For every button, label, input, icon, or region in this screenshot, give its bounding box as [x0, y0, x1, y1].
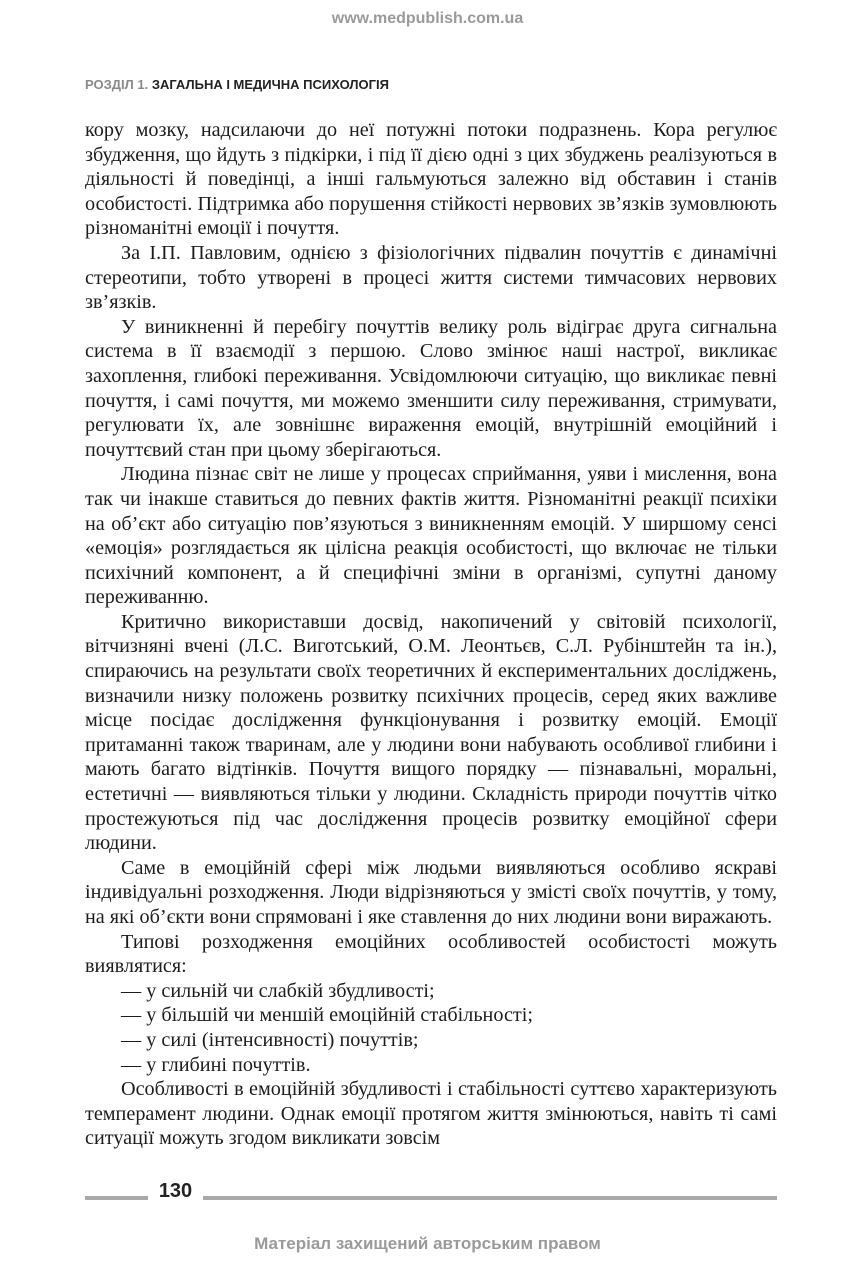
paragraph: Саме в емоційній сфері між людьми виявляються особливо яскраві індивідуальні розходження. Люди відрізняються у змісті своїх почуттів, у тому, на які об’єкти вони спрямовані і яке ставлення до них людини вони виражають.: [85, 856, 777, 928]
copyright-notice: Матеріал захищений авторським правом: [254, 1234, 601, 1253]
section-label: РОЗДІЛ 1.: [85, 77, 149, 92]
footer-rule-left: [85, 1196, 148, 1200]
paragraph: У виникненні й перебігу почуттів велику роль відіграє друга сигнальна система в її взаємодії з першою. Слово змінює наші настрої, викликає захоплення, глибокі переживання. Усвідомлюючи ситуацію, що викликає певні почуття, і самі почуття, ми можемо зменшити силу переживання, стримувати, регулювати їх, але зовнішнє вираження емоцій, внутрішній емоційний і почуттєвий стан при цьому зберігаються.: [85, 315, 777, 461]
paragraph: За І.П. Павловим, однією з фізіологічних підвалин почуттів є динамічні стереотипи, тобто утворені в процесі життя системи тимчасових нервових зв’язків.: [85, 241, 777, 314]
list-item: — у глибині почуттів.: [121, 1053, 311, 1076]
section-title: ЗАГАЛЬНА І МЕДИЧНА ПСИХОЛОГІЯ: [151, 77, 389, 92]
paragraph: Людина пізнає світ не лише у процесах сприймання, уяви і мислення, вона так чи інакше ставиться до певних фактів життя. Різноманітні реакції психіки на об’єкт або ситуацію пов’язуються з виникненням емоцій. У ширшому сенсі «емоція» розглядається як цілісна реакція особистості, що включає не тільки психічний компонент, а й специфічні зміни в організмі, супутні даному переживанню.: [85, 463, 777, 609]
paragraph: Особливості в емоційній збудливості і стабільності суттєво характеризують темперамент людини. Однак емоції протягом життя змінюються, навіть ті самі ситуації можуть згодом викликати зовсім: [85, 1078, 777, 1150]
section-header: [85, 77, 389, 92]
list-item: — у більшій чи меншій емоційній стабільності;: [121, 1004, 533, 1027]
page-number: 130: [158, 1180, 193, 1202]
emotional-differences-list: [85, 979, 777, 1077]
body-text: [85, 118, 777, 1151]
list-item: — у силі (інтенсивності) почуттів;: [121, 1028, 419, 1051]
footer-rule-right: [203, 1196, 777, 1200]
list-item: — у сильній чи слабкій збудливості;: [121, 979, 435, 1002]
paragraph: Типові розходження емоційних особливостей особистості можуть виявлятися:: [85, 930, 777, 978]
paragraph: Критично використавши досвід, накопичений у світовій психології, вітчизняні вчені (Л.С. Виготський, О.М. Леонтьєв, С.Л. Рубінштейн та ін.), спираючись на результати своїх теоретичних й експериментальних досліджень, визначили низку положень розвитку психічних процесів, серед яких важливе місце посідає дослідження функціонування і розвитку емоцій. Емоції притаманні також тваринам, але у людини вони набувають особливої глибини і мають багато відтінків. Почуття вищого порядку — пізнавальні, моральні, естетичні — виявляються тільки у людини. Складність природи почуттів чітко простежуються під час дослідження процесів розвитку емоційної сфери людини.: [85, 610, 777, 855]
paragraph: кору мозку, надсилаючи до неї потужні потоки подразнень. Кора регулює збудження, що йдуть з підкірки, і під її дією одні з цих збуджень реалізуються в діяльності й поведінці, а інші гальмуються залежно від обставин і станів особистості. Підтримка або порушення стійкості нервових зв’язків зумовлюють різноманітні емоції і почуття.: [85, 119, 777, 240]
header-url[interactable]: www.medpublish.com.ua: [331, 10, 524, 27]
